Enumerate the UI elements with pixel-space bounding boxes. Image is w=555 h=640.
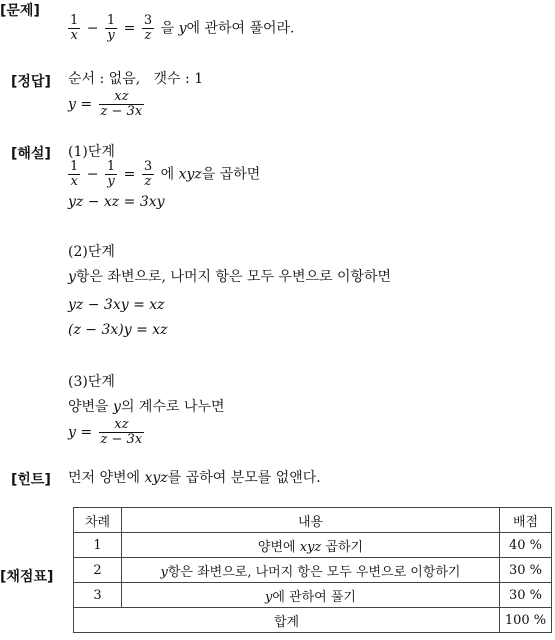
table-row [74,533,552,558]
fraction: $\frac{xz}{z - 3x}$ [100,89,143,119]
step1-title: (1)단계 [68,144,115,160]
header-cell: 차례 [74,508,122,533]
table-row [74,583,552,608]
row-score: 40 % [500,533,552,558]
header-cell: 내용 [122,508,500,533]
fraction: $\frac{1}{x}$ [70,13,79,43]
total-score: 100 % [500,608,552,633]
step1-equation: $\frac{1}{x}$ − $\frac{1}{y}$ = $\frac{3}{z}$ 에 xyz을 곱하면 [70,159,261,189]
header-cell: 배점 [500,508,552,533]
table-header-row [74,508,552,533]
step3-title: (3)단계 [68,374,115,390]
step2-eq2: (z − 3x)y = xz [68,322,168,338]
fraction: $\frac{xz}{z - 3x}$ [100,417,143,447]
row-score: 30 % [500,583,552,608]
hint-text: 먼저 양변에 xyz를 곱하여 분모를 없앤다. [68,470,321,486]
row-number: 3 [74,583,122,608]
row-score: 30 % [500,558,552,583]
table-total-row [74,608,552,633]
row-number: 2 [74,558,122,583]
label-hint: [힌트] [11,472,51,488]
label-rubric: [채점표] [0,569,54,585]
row-content: 양변에 xyz 곱하기 [122,533,500,558]
answer-formula: y = $\frac{xz}{z - 3x}$ [68,89,143,119]
row-content: y에 관하여 풀기 [122,583,500,608]
problem-statement: $\frac{1}{x}$ − $\frac{1}{y}$ = $\frac{3}{z}$ 을 y에 관하여 풀어라. [70,13,295,43]
answer-meta: 순서 : 없음, 갯수 : 1 [68,71,204,87]
rubric-table [73,507,552,633]
row-number: 1 [74,533,122,558]
step2-title: (2)단계 [68,244,115,260]
fraction: $\frac{3}{z}$ [143,13,153,43]
label-answer: [정답] [11,74,51,90]
row-content: y항은 좌변으로, 나머지 항은 모두 우변으로 이항하기 [122,558,500,583]
step1-result: yz − xz = 3xy [68,194,165,210]
step2-text: y항은 좌변으로, 나머지 항은 모두 우변으로 이항하면 [68,269,392,285]
step2-eq1: yz − 3xy = xz [68,297,165,313]
step3-formula: y = $\frac{xz}{z - 3x}$ [68,417,143,447]
step3-text: 양변을 y의 계수로 나누면 [68,399,225,415]
label-problem: [문제] [0,3,40,19]
fraction: $\frac{1}{y}$ [106,13,116,43]
total-label: 합계 [74,608,500,633]
table-row [74,558,552,583]
label-solution: [해설] [11,146,51,162]
